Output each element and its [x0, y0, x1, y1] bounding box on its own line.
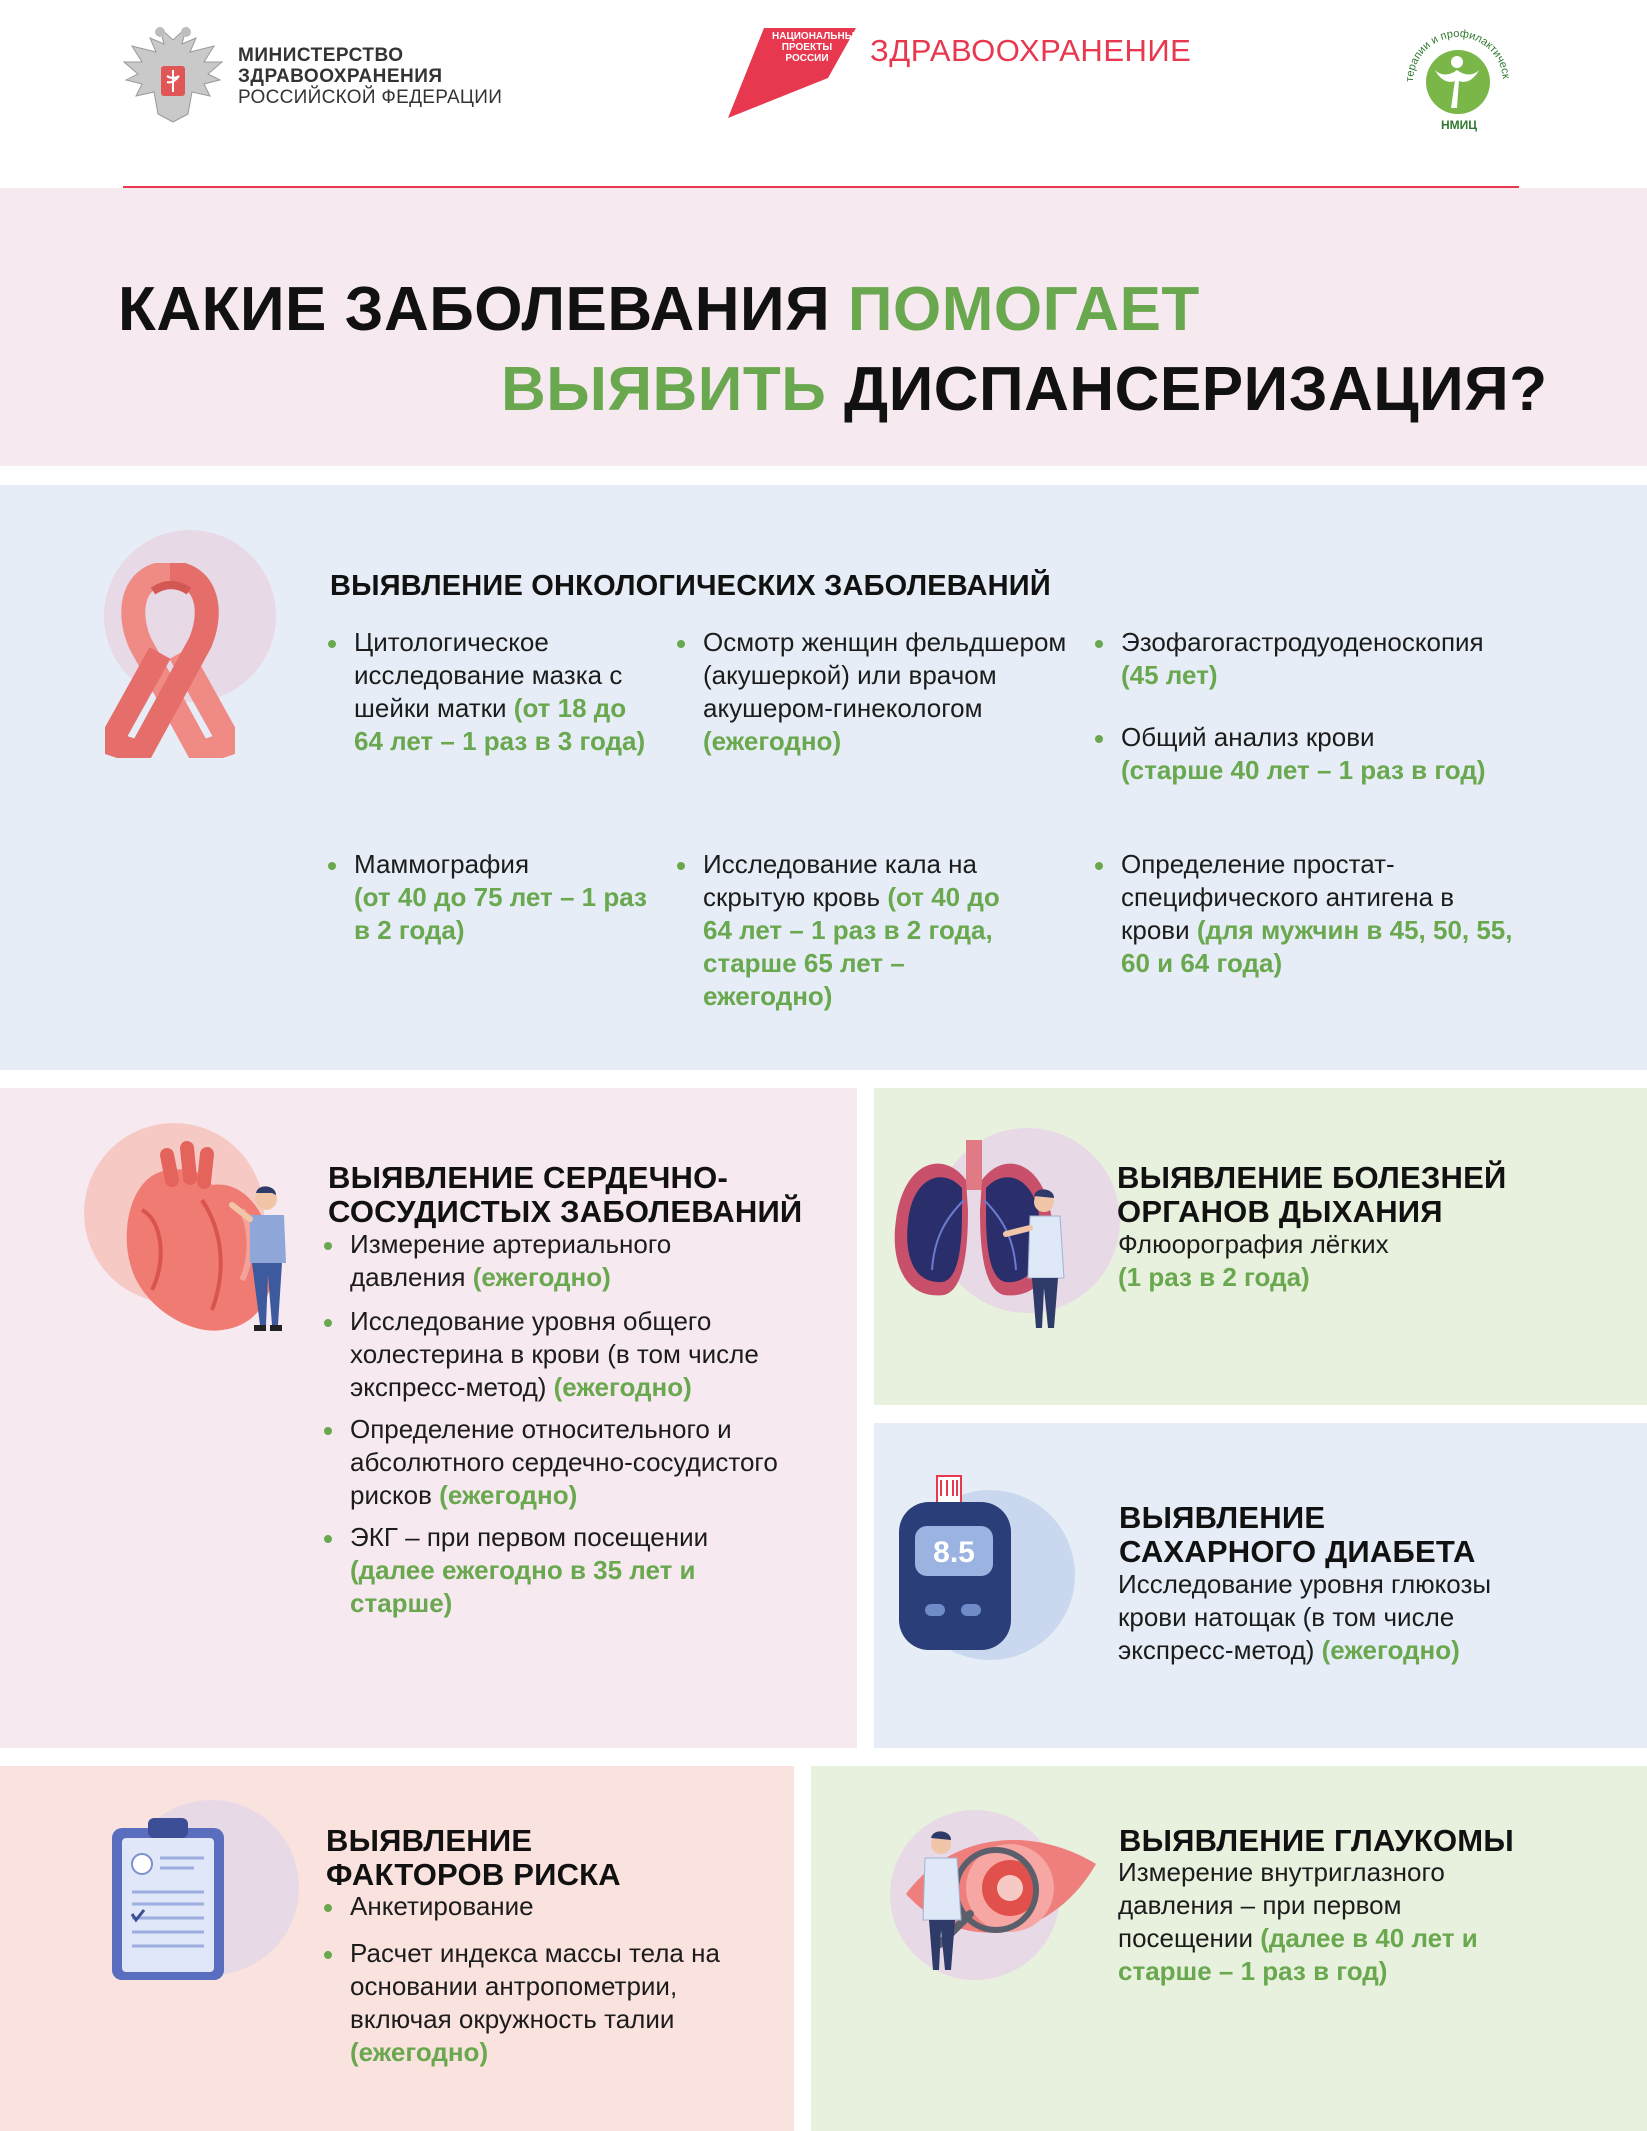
nmic-label: НМИЦ [1441, 118, 1478, 132]
onco-item-gyn-exam [677, 626, 1083, 758]
cardio-item-risk [324, 1413, 780, 1512]
np-title: ЗДРАВООХРАНЕНИЕ [870, 33, 1192, 68]
glucometer-icon [895, 1474, 1020, 1654]
item-note: (ежегодно) [350, 2037, 489, 2067]
risk-item-bmi [324, 1937, 780, 2069]
item-text: Исследование уровня глюкозы крови натощак (в том числе экспресс-метод) [1118, 1569, 1492, 1665]
onco-item-egds [1095, 626, 1561, 692]
item-note: (от 18 до 64 лет – 1 раз в 3 года) [354, 693, 646, 756]
np-badge-line2: ПРОЕКТЫ [781, 42, 833, 53]
diabetes-title-line1: ВЫЯВЛЕНИЕ [1119, 1500, 1326, 1535]
glaucoma-title: ВЫЯВЛЕНИЕ ГЛАУКОМЫ [1119, 1823, 1514, 1858]
item-note: (старше 40 лет – 1 раз в год) [1121, 755, 1486, 785]
doctor-figure-icon [228, 1185, 298, 1335]
cardio-item-ecg [324, 1521, 790, 1620]
item-text: Измерение артериального давления [350, 1229, 672, 1292]
respiratory-title-line1: ВЫЯВЛЕНИЕ БОЛЕЗНЕЙ [1117, 1160, 1507, 1195]
np-badge-line1: НАЦИОНАЛЬНЫЕ [772, 31, 862, 42]
risk-title-line1: ВЫЯВЛЕНИЕ [326, 1823, 533, 1858]
title-highlight: ВЫЯВИТЬ [501, 355, 827, 424]
nmic-ring-text: терапии и профилактическ [1403, 27, 1512, 83]
item-text: Цитологическое исследование мазка с шейки матки [354, 627, 623, 723]
item-note: (45 лет) [1121, 660, 1218, 690]
item-text: Эзофагогастродуоденоскопия [1121, 627, 1484, 657]
ministry-name-line3: РОССИЙСКОЙ ФЕДЕРАЦИИ [238, 87, 503, 108]
item-note: (от 40 до 64 лет – 1 раз в 2 года, старше 65 лет – ежегодно) [703, 882, 1000, 1011]
oncology-title: ВЫЯВЛЕНИЕ ОНКОЛОГИЧЕСКИХ ЗАБОЛЕВАНИЙ [330, 570, 1051, 602]
risk-title [326, 1824, 621, 1892]
national-projects-logo [728, 28, 862, 118]
item-text: Общий анализ крови [1121, 722, 1375, 752]
respiratory-title-line2: ОРГАНОВ ДЫХАНИЯ [1117, 1194, 1443, 1229]
clipboard-icon [108, 1814, 228, 1984]
item-note: (ежегодно) [439, 1480, 578, 1510]
item-note: (далее ежегодно в 35 лет и старше) [350, 1555, 696, 1618]
onco-item-fecal-test [677, 848, 1033, 1013]
ministry-name-line1: МИНИСТЕРСТВО [238, 45, 404, 66]
glucometer-value: 8.5 [933, 1536, 975, 1569]
title-part: ДИСПАНСЕРИЗАЦИЯ? [826, 355, 1548, 424]
glaucoma-item-pressure [1118, 1856, 1498, 1988]
risk-title-line2: ФАКТОРОВ РИСКА [326, 1857, 621, 1892]
item-note: (для мужчин в 45, 50, 55, 60 и 64 года) [1121, 915, 1513, 978]
item-text: Исследование кала на скрытую кровь [703, 849, 978, 912]
ministry-name-line2: ЗДРАВООХРАНЕНИЯ [238, 66, 443, 87]
cancer-ribbon-icon [105, 563, 235, 758]
nmic-logo [1393, 18, 1523, 136]
cardio-title-line2: СОСУДИСТЫХ ЗАБОЛЕВАНИЙ [328, 1194, 803, 1229]
item-text: Измерение внутриглазного давления – при первом посещении [1118, 1857, 1445, 1953]
cardio-title-line1: ВЫЯВЛЕНИЕ СЕРДЕЧНО- [328, 1160, 728, 1195]
russian-emblem-icon [120, 18, 226, 132]
item-text: ЭКГ – при первом посещении [350, 1522, 709, 1552]
item-note: (от 40 до 75 лет – 1 раз в 2 года) [354, 882, 647, 945]
cardio-item-cholesterol [324, 1305, 820, 1404]
respiratory-item-fluorography [1118, 1228, 1538, 1294]
item-note: (ежегодно) [553, 1372, 692, 1402]
item-note: (1 раз в 2 года) [1118, 1262, 1310, 1292]
item-text: Расчет индекса массы тела на основании антропометрии, включая окружность талии [350, 1938, 720, 2034]
item-text: Осмотр женщин фельдшером (акушеркой) или врачом акушером-гинекологом [703, 627, 1067, 723]
onco-item-mammography [328, 848, 654, 947]
np-badge-line3: РОССИИ [785, 53, 829, 64]
item-text: Определение относительного и абсолютного сердечно-сосудистого рисков [350, 1414, 778, 1510]
title-part: КАКИЕ ЗАБОЛЕВАНИЯ [118, 275, 848, 344]
cardio-item-pressure [324, 1228, 730, 1294]
item-note: (ежегодно) [472, 1262, 611, 1292]
item-text: Определение простат-специфического антигена в крови [1121, 849, 1455, 945]
onco-item-blood-test [1095, 721, 1561, 787]
item-note: (ежегодно) [703, 726, 842, 756]
diabetes-item-glucose [1118, 1568, 1528, 1667]
doctor-figure-icon [1000, 1188, 1080, 1338]
respiratory-title [1117, 1161, 1506, 1229]
page-title [118, 270, 1578, 430]
onco-item-cytology [328, 626, 654, 758]
item-note: (ежегодно) [1321, 1635, 1460, 1665]
item-text: Анкетирование [350, 1891, 534, 1921]
cardio-title [328, 1161, 802, 1229]
onco-item-psa [1095, 848, 1521, 980]
doctor-figure-icon [915, 1830, 985, 1980]
item-text: Маммография [354, 849, 530, 879]
risk-item-survey [324, 1890, 770, 1923]
title-highlight: ПОМОГАЕТ [847, 275, 1200, 344]
diabetes-title [1119, 1501, 1476, 1569]
item-note: (далее в 40 лет и старше – 1 раз в год) [1118, 1923, 1478, 1986]
diabetes-title-line2: САХАРНОГО ДИАБЕТА [1119, 1534, 1476, 1569]
item-text: Флюорография лёгких [1118, 1229, 1389, 1259]
item-text: Исследование уровня общего холестерина в крови (в том числе экспресс-метод) [350, 1306, 759, 1402]
